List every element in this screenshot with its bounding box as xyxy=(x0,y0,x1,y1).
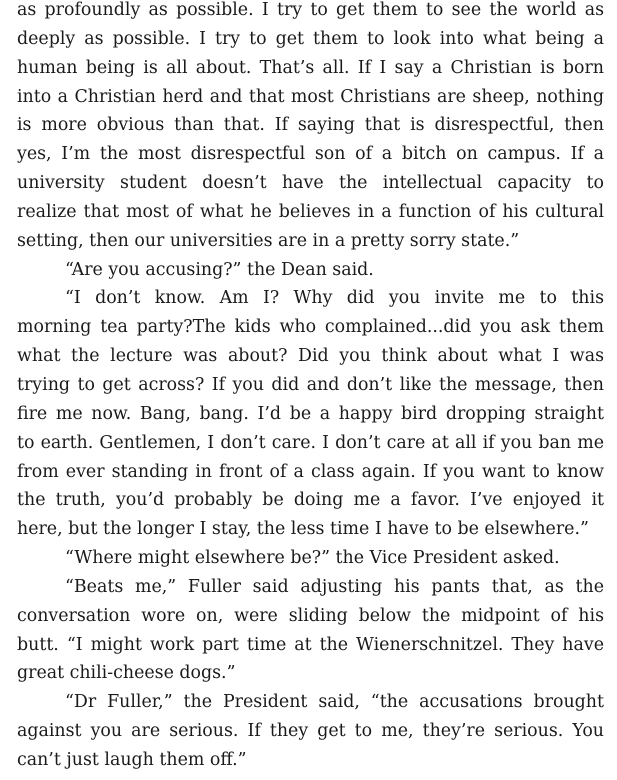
text-line: trying to get across? If you did and don’t like the message, then xyxy=(17,374,604,395)
text-line: human being is all about. That’s all. If I say a Christian is born xyxy=(17,57,604,78)
text-line: to earth. Gentlemen, I don’t care. I don’t care at all if you ban me xyxy=(17,432,604,453)
paragraph-first-line: “I don’t know. Am I? Why did you invite me to this xyxy=(65,288,604,309)
text-line: fire me now. Bang, bang. I’d be a happy bird dropping straight xyxy=(17,403,604,424)
text-line: yes, I’m the most disrespectful son of a bitch on campus. If a xyxy=(17,144,604,165)
text-line: from ever standing in front of a class again. If you want to know xyxy=(17,461,604,482)
text-line: setting, then our universities are in a pretty sorry state.” xyxy=(17,230,520,251)
text-line: as profoundly as possible. I try to get them to see the world as xyxy=(17,0,604,20)
text-line: against you are serious. If they get to me, they’re serious. You xyxy=(17,721,604,742)
text-line: into a Christian herd and that most Christians are sheep, nothing xyxy=(17,86,604,107)
text-line: conversation wore on, were sliding below the midpoint of his xyxy=(17,605,604,626)
text-line: butt. “I might work part time at the Wienerschnitzel. They have xyxy=(17,634,604,655)
text-line: great chili-cheese dogs.” xyxy=(17,663,236,684)
paragraph-first-line: “Are you accusing?” the Dean said. xyxy=(65,259,374,280)
text-line: what the lecture was about? Did you think about what I was xyxy=(17,346,604,367)
paragraph-first-line: “Beats me,” Fuller said adjusting his pants that, as the xyxy=(65,576,604,597)
paragraph-first-line: “Dr Fuller,” the President said, “the accusations brought xyxy=(65,692,604,713)
text-line: the truth, you’d probably be doing me a favor. I’ve enjoyed it xyxy=(17,490,604,511)
paragraph-first-line: “Where might elsewhere be?” the Vice President asked. xyxy=(65,548,560,569)
text-line: is more obvious than that. If saying that is disrespectful, then xyxy=(17,115,604,136)
text-line: can’t just laugh them off.” xyxy=(17,749,247,770)
text-line: morning tea party?The kids who complained...did you ask them xyxy=(17,317,604,338)
text-line: realize that most of what he believes in a function of his cultural xyxy=(17,201,604,222)
text-line: university student doesn’t have the intellectual capacity to xyxy=(17,173,604,194)
text-line: deeply as possible. I try to get them to look into what being a xyxy=(17,28,604,49)
text-line: here, but the longer I stay, the less time I have to be elsewhere.” xyxy=(17,519,589,540)
